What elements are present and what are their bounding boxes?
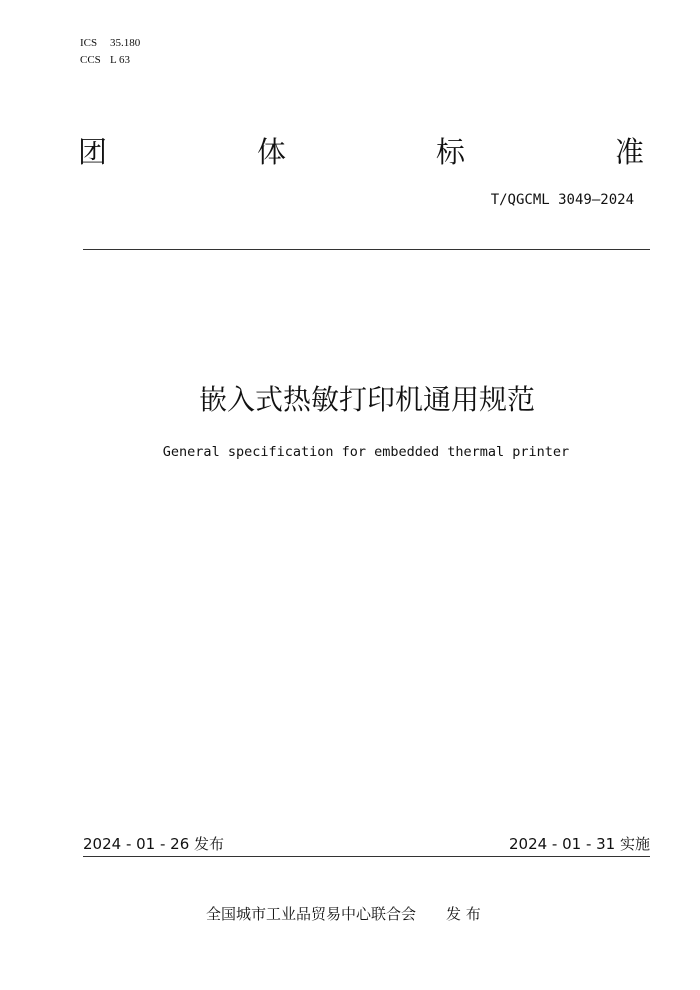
publisher-name: 全国城市工业品贸易中心联合会 (206, 905, 417, 923)
standard-type-heading (78, 132, 644, 172)
standard-type-char: 准 (614, 135, 644, 169)
ics-label: ICS (80, 37, 98, 49)
implementation-date: 2024 - 01 - 31 实施 (508, 835, 650, 853)
ics-row (80, 35, 140, 52)
ics-value: 35.180 (110, 37, 141, 49)
ccs-label: CCS (80, 54, 101, 66)
bottom-divider (83, 856, 650, 857)
publisher-action: 发 布 (446, 905, 481, 923)
standard-number: T/QGCML 3049—2024 (490, 192, 634, 208)
top-divider (83, 249, 650, 250)
issue-date: 2024 - 01 - 26 发布 (83, 835, 225, 853)
document-title-english: General specification for embedded thermal printer (162, 444, 570, 460)
ccs-row (80, 52, 140, 69)
document-title-chinese: 嵌入式热敏打印机通用规范 (198, 383, 535, 416)
standard-type-char: 团 (78, 135, 108, 169)
standard-type-char: 体 (256, 135, 286, 169)
ccs-value: L 63 (110, 54, 131, 66)
standard-type-char: 标 (435, 135, 465, 169)
publisher-line (206, 904, 481, 924)
classification-codes (80, 35, 140, 69)
